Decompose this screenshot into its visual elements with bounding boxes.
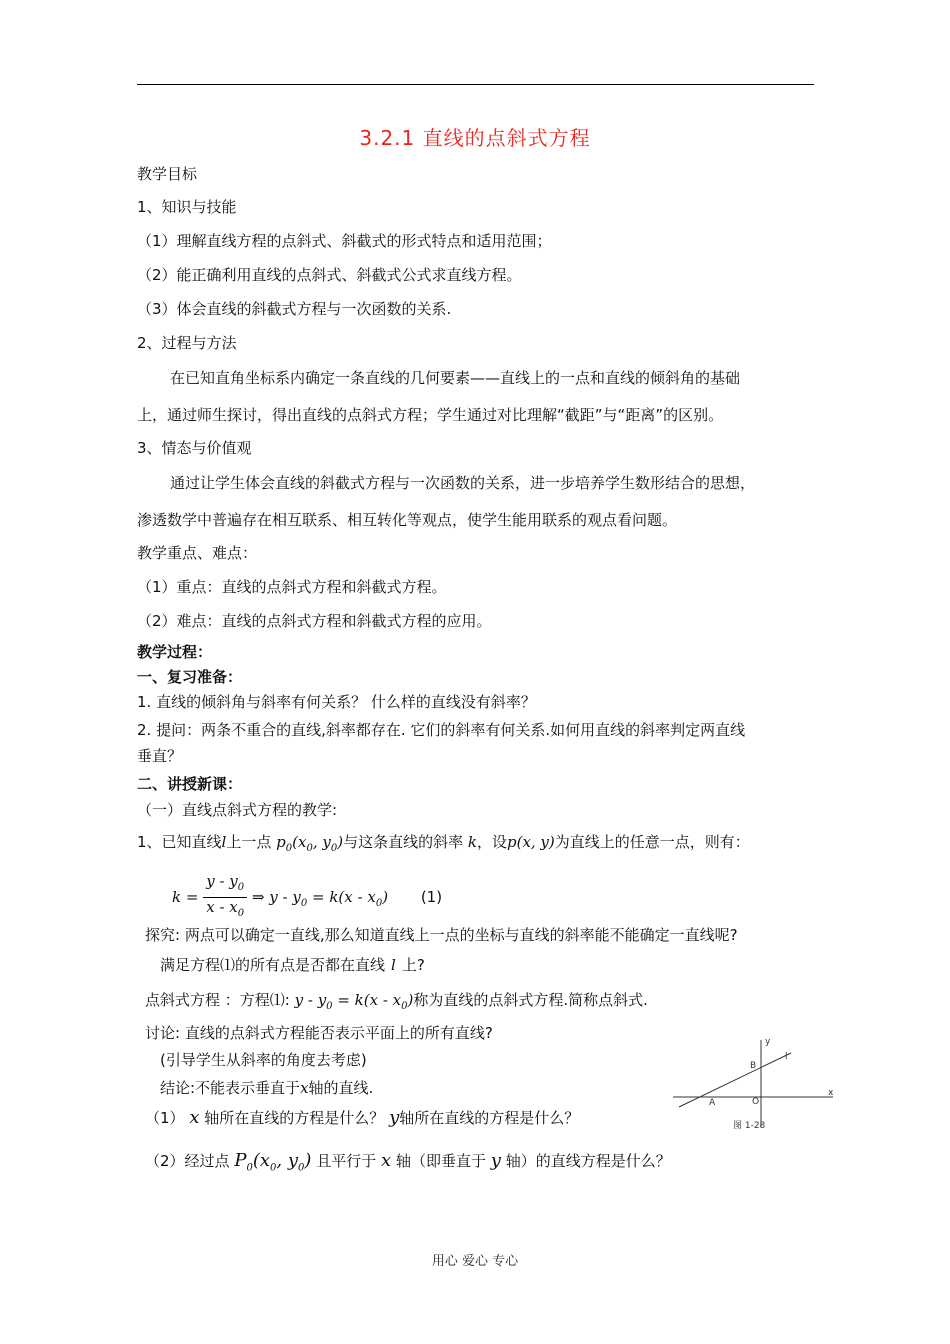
knowledge-item-2: （2）能正确利用直线的点斜式、斜截式公式求直线方程。: [137, 266, 522, 284]
section-keypoints: 教学重点、难点：: [137, 544, 258, 562]
section-goals: 教学目标: [137, 165, 198, 183]
section-method: 2、过程与方法: [137, 334, 237, 352]
point-p0: $p_0(x_0$, $y_0$): [276, 833, 344, 854]
equation-label: (1): [420, 888, 443, 906]
knowledge-item-3: （3）体会直线的斜截式方程与一次函数的关系.: [137, 300, 452, 318]
origin-label: O: [752, 1097, 760, 1107]
part-1-heading: （一）直线点斜式方程的教学:: [137, 801, 338, 819]
y-axis-label: y: [765, 1037, 771, 1047]
keypoint-2: （2）难点：直线的点斜式方程和斜截式方程的应用。: [137, 612, 492, 630]
equation-1: k = $\frac{y - y_0}{x - x_0}$ ⇒ $y - y_0 = k(x - x_0)$ (1): [172, 872, 442, 924]
method-para-2: 上，通过师生探讨，得出直线的点斜式方程；学生通过对比理解“截距”与“距离”的区别。: [137, 406, 724, 424]
values-para-1: 通过让学生体会直线的斜截式方程与一次函数的关系，进一步培养学生数形结合的思想，: [170, 474, 756, 492]
review-q1: 1. 直线的倾斜角与斜率有何关系？ 什么样的直线没有斜率？: [137, 693, 536, 711]
satisfy-question: 满足方程⑴的所有点是否都在直线 l 上?: [160, 956, 425, 974]
item-1-line: 1、已知直线l上一点 $p_0(x_0$, $y_0$)与这条直线的斜率 k，设p(x, y)为直线上的任意一点，则有：: [137, 833, 750, 854]
guide-note: (引导学生从斜率的角度去考虑): [160, 1051, 367, 1069]
review-q2-line1: 2. 提问：两条不重合的直线,斜率都存在. 它们的斜率有何关系.如何用直线的斜率判定两直线: [137, 721, 746, 739]
line-l-label: l: [785, 1052, 788, 1062]
parallel-line-question: （2）经过点 $P_0(x_0$, $y_0$) 且平行于 x 轴（即垂直于 y 轴）的直线方程是什么？: [145, 1150, 671, 1174]
review-q2-line2: 垂直？: [137, 747, 183, 765]
point-a-label: A: [709, 1098, 716, 1108]
header-rule: [137, 84, 814, 85]
line-l: [679, 1053, 791, 1107]
knowledge-item-1: （1）理解直线方程的点斜式、斜截式的形式特点和适用范围；: [137, 232, 552, 250]
point-slope-definition: 点斜式方程 ：方程⑴: $y - y_0 = k(x - x_0)$称为直线的点斜式方程.简称点斜式.: [145, 991, 648, 1012]
section-new-lesson: 二、讲授新课：: [137, 775, 243, 793]
section-values: 3、情态与价值观: [137, 439, 252, 457]
section-knowledge: 1、知识与技能: [137, 198, 237, 216]
figure-caption: 图 1-28: [733, 1121, 766, 1131]
slope-fraction: $\frac{y - y_0}{x - x_0}$: [203, 872, 247, 923]
keypoint-1: （1）重点：直线的点斜式方程和斜截式方程。: [137, 578, 447, 596]
page-footer: 用心 爱心 专心: [431, 1254, 519, 1269]
axis-question: （1） x 轴所在直线的方程是什么？ y轴所在直线的方程是什么？: [145, 1107, 580, 1128]
section-review: 一、复习准备：: [137, 668, 243, 686]
section-process: 教学过程：: [137, 643, 213, 661]
conclusion-line: 结论:不能表示垂直于x轴的直线.: [160, 1079, 374, 1097]
point-b-label: B: [750, 1061, 757, 1071]
discussion-question: 讨论: 直线的点斜式方程能否表示平面上的所有直线?: [145, 1024, 493, 1042]
values-para-2: 渗透数学中普遍存在相互联系、相互转化等观点，使学生能用联系的观点看问题。: [137, 511, 678, 529]
page-title: 3.2.1 直线的点斜式方程: [359, 126, 591, 150]
explore-question: 探究: 两点可以确定一直线,那么知道直线上一点的坐标与直线的斜率能不能确定一直线呢?: [145, 926, 738, 944]
method-para-1: 在已知直角坐标系内确定一条直线的几何要素——直线上的一点和直线的倾斜角的基础: [170, 369, 741, 387]
coordinate-figure: [673, 1035, 838, 1135]
x-axis-label: x: [828, 1088, 834, 1098]
